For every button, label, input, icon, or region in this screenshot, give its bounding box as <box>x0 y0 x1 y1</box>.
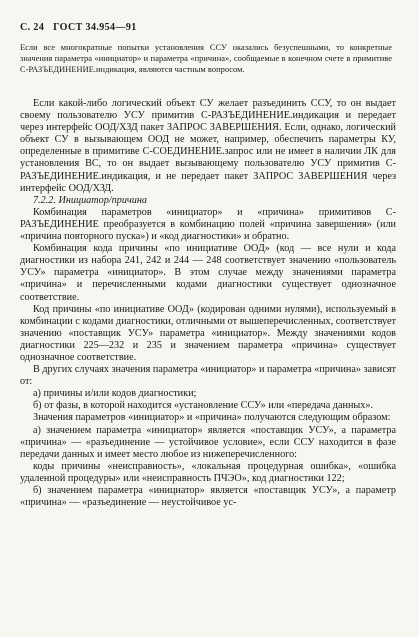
list-item: а) причины и/или кодов диагностики; <box>33 388 197 400</box>
body-text <box>20 98 396 509</box>
note-block <box>20 42 392 76</box>
paragraph: В других случаях значения параметра «инициатор» и параметра «причина» зависят от: <box>20 364 396 388</box>
list-item: б) значением параметра «инициатор» является «поставщик УСУ», а параметр «причина» — «разъединение — неустойчивое ус- <box>20 485 396 509</box>
standard-code: ГОСТ 34.954—91 <box>53 22 137 33</box>
paragraph: Значения параметров «инициатор» и «причина» получаются следующим образом: <box>33 412 391 424</box>
note-text: Если все многократные попытки установления ССУ оказались безуспешными, то конкретные значения параметра «инициатор» и параметра «причина», сообщаемые в конечном счете в примитиве С-РАЗЪЕДИНЕНИЕ.индикация, являются частным вопросом. <box>20 43 392 75</box>
paragraph: Если какой-либо логический объект СУ желает разъединить ССУ, то он выдает своему пользователю УСУ примитив С-РАЗЪЕДИНЕНИЕ.индикация и передает через интерфейс ООД/ХЗД пакет ЗАПРОС ЗАВЕРШЕНИЯ. Если, однако, логический объект СУ в вызывающем ООД не может, например, обеспечить параметры КУ, определенные в примитиве С-СОЕДИНЕНИЕ.запрос или не имеет в наличии ЛК для установления ВС, то он выдает вызывающему пользователю УСУ примитив С-РАЗЪЕДИНЕНИЕ.индикация, и не передает пакет ЗАПРОС ЗАВЕРШЕНИЯ через интерфейс ООД/ХЗД. <box>20 98 396 194</box>
paragraph: Комбинация кода причины «по инициативе ООД» (код — все нули и кода диагностики из набора 241, 242 и 244 — 248 соответствует значению «пользователь УСУ» параметра «инициатор». В этом случае между значениями параметра «причина» и перечисленными кодами диагностики существует однозначное соответствие. <box>20 243 396 303</box>
list-item: б) от фазы, в которой находится «установление ССУ» или «передача данных». <box>33 400 373 412</box>
list-item: а) значением параметра «инициатор» является «поставщик УСУ», а параметра «причина» — «разъединение — устойчивое условие», если ССУ находится в фазе передачи данных и имеет место любое из нижеперечисленного: <box>20 424 396 460</box>
paragraph: Код причины «по инициативе ООД» (кодирован одними нулями), используемый в комбинации с кодами диагностики, отличными от вышеперечисленных, соответствует значению «поставщик УСУ» параметра «инициатор». Между значениями кодов диагностики 225—232 и 235 и значением параметра «причина» существует однозначное соответствие. <box>20 303 396 363</box>
paragraph: Комбинация параметров «инициатор» и «причина» примитивов С-РАЗЪЕДИНЕНИЕ преобразуется в комбинацию полей «причина завершения» (или «причина повторного пуска») и «код диагностики» и обратно. <box>20 206 396 243</box>
page-header <box>20 22 143 33</box>
section-heading: 7.2.2. Инициатор/причина <box>33 194 148 206</box>
list-item: коды причины «неисправность», «локальная процедурная ошибка», «ошибка удаленной процедуры» или «неисправность ПЧЭО», код диагностики 122; <box>20 460 396 484</box>
page-number: С. 24 <box>20 22 45 33</box>
